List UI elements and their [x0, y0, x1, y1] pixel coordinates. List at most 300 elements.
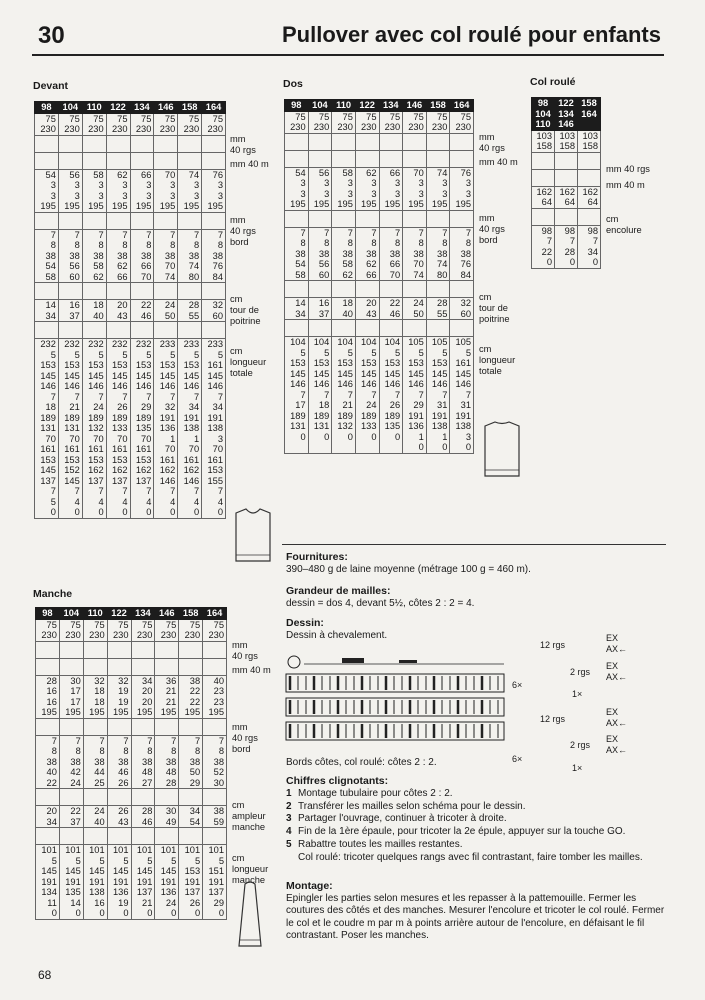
table-row	[35, 322, 226, 339]
repeat-note: EX	[606, 661, 619, 671]
size-label: 110	[82, 102, 106, 114]
table-cell: 30 17 17 195	[59, 675, 83, 718]
table-cell: 104 5 153 145 146 7 17 189 131 0	[285, 337, 309, 454]
size-label: 98	[285, 100, 309, 112]
table-cell	[578, 152, 601, 169]
table-cell: 7 8 38 58 62	[82, 229, 106, 283]
measure-label: mm 40 rgs	[479, 132, 505, 153]
table-row	[36, 641, 227, 658]
table-cell: 233 5 153 145 146 7 34 191 138 1 70 161 162 146 7 4 0	[178, 339, 202, 519]
table-cell: 54 3 3 195	[35, 169, 59, 212]
size-label: 158	[179, 608, 203, 620]
table-cell: 75 230	[83, 619, 107, 641]
size-label: 134	[558, 108, 574, 119]
table-cell: 162 64	[578, 186, 601, 208]
table-cell	[83, 658, 107, 675]
table-cell: 105 5 161 145 146 7 31 191 138 3 0	[450, 337, 474, 454]
table-cell: 34 20 20 195	[131, 675, 155, 718]
table-cell	[35, 322, 59, 339]
repeat-note: AX←	[606, 718, 628, 728]
table-cell: 76 3 3 195	[202, 169, 226, 212]
table-cell	[285, 210, 309, 227]
table-cell: 20 43	[106, 300, 130, 322]
size-label: 146	[154, 102, 178, 114]
table-cell: 7 8 38 62 66	[106, 229, 130, 283]
table-cell	[379, 320, 403, 337]
instruction-number	[286, 852, 298, 865]
measure-label: mm 40 rgs bord	[479, 213, 505, 245]
table-cell	[35, 283, 59, 300]
instruction-text: Transférer les mailles selon schéma pour le dessin.	[298, 800, 526, 812]
table-cell: 14 34	[35, 300, 59, 322]
table-cell: 7 8 38 44 25	[83, 735, 107, 789]
table-cell	[83, 828, 107, 845]
table-cell	[107, 828, 131, 845]
table-cell	[426, 320, 450, 337]
table-cell: 75 230	[131, 619, 155, 641]
table-row	[285, 281, 474, 298]
table-cell: 105 5 153 145 146 7 31 191 138 1 0	[426, 337, 450, 454]
size-label: 122	[558, 98, 574, 108]
mailles-text: dessin = dos 4, devant 5½, côtes 2 : 2 = 4.	[286, 597, 475, 609]
table-cell: 56 3 3 195	[308, 167, 332, 210]
table-cell	[578, 169, 601, 186]
table-cell	[130, 212, 154, 229]
size-label: 146	[558, 119, 574, 129]
table-cell	[532, 169, 555, 186]
table-cell: 75 230	[379, 111, 403, 133]
table-cell: 75 230	[59, 619, 83, 641]
table-row	[285, 298, 474, 320]
dessin-heading: Dessin:	[286, 617, 324, 629]
table-cell: 98 7 22 0	[532, 225, 555, 268]
table-cell	[450, 281, 474, 298]
table-cell	[203, 828, 227, 845]
table-cell	[426, 150, 450, 167]
montage-heading: Montage:	[286, 880, 333, 892]
table-cell: 20 43	[355, 298, 379, 320]
table-cell	[35, 212, 59, 229]
table-cell: 66 3 3 195	[379, 167, 403, 210]
table-cell	[154, 135, 178, 152]
size-label: 158	[178, 102, 202, 114]
dessin-text: Dessin à chevalement.	[286, 629, 388, 641]
table-cell	[308, 281, 332, 298]
table-cell: 7 8 38 48 28	[155, 735, 179, 789]
table-cell	[59, 641, 83, 658]
measure-label: mm 40 rgs	[230, 134, 256, 155]
table-cell	[82, 283, 106, 300]
table-cell	[107, 658, 131, 675]
size-label: 104	[58, 102, 82, 114]
size-label: 98	[36, 608, 60, 620]
table-cell	[179, 641, 203, 658]
table-cell	[59, 789, 83, 806]
table-row	[35, 135, 226, 152]
table-cell: 7 8 38 56 60	[58, 229, 82, 283]
table-cell	[355, 281, 379, 298]
table-cell: 101 5 145 191 138 16 0	[83, 845, 107, 920]
table-cell	[58, 322, 82, 339]
table-cell: 74 3 3 195	[426, 167, 450, 210]
measure-label: cm encolure	[606, 214, 642, 235]
table-cell	[178, 322, 202, 339]
table-cell	[155, 641, 179, 658]
table-cell: 7 8 38 62 66	[355, 227, 379, 281]
table-cell: 24 40	[83, 806, 107, 828]
section-manche: Manche	[33, 588, 73, 600]
size-label: 134	[131, 608, 155, 620]
table-cell	[403, 281, 427, 298]
repeat-note: 12 rgs	[540, 640, 566, 650]
table-cell: 16 37	[58, 300, 82, 322]
table-row	[285, 320, 474, 337]
table-cell: 56 3 3 195	[58, 169, 82, 212]
table-cell	[532, 208, 555, 225]
size-header-row	[532, 98, 601, 131]
table-cell: 32 60	[450, 298, 474, 320]
table-row	[35, 169, 226, 212]
table-row	[532, 225, 601, 268]
table-cell	[154, 152, 178, 169]
table-cell	[355, 133, 379, 150]
size-label: 146	[403, 100, 427, 112]
table-row	[285, 111, 474, 133]
table-cell	[203, 718, 227, 735]
table-cell	[285, 320, 309, 337]
table-cell	[179, 828, 203, 845]
table-row	[35, 300, 226, 322]
table-cell: 58 3 3 195	[332, 167, 356, 210]
table-cell: 101 5 145 191 136 24 0	[155, 845, 179, 920]
table-cell	[131, 718, 155, 735]
repeat-note: AX←	[606, 672, 628, 682]
table-cell	[285, 133, 309, 150]
table-cell	[130, 152, 154, 169]
table-cell: 75 230	[58, 113, 82, 135]
table-cell	[106, 212, 130, 229]
table-cell: 98 7 34 0	[578, 225, 601, 268]
montage-text: Epingler les parties selon mesures et les repasser à la pattemouille. Fermer les coutures des côtés et des manches. Mesurer l'encolure et tricoter le col roulé. Fermer le col et le coudre m par m à points arrière autour de l'encolure, en défaisant le fil contrastant. Poser les manches.	[286, 892, 665, 941]
instruction-item	[286, 839, 666, 852]
table-cell: 75 230	[332, 111, 356, 133]
table-cell	[379, 133, 403, 150]
repeat-note: 12 rgs	[540, 714, 566, 724]
chiffres-block	[286, 775, 666, 865]
table-cell: 104 5 153 145 146 7 24 189 133 0	[355, 337, 379, 454]
table-cell	[450, 150, 474, 167]
dessin-caption: Bords côtes, col roulé: côtes 2 : 2.	[286, 757, 437, 768]
table-cell	[154, 322, 178, 339]
table-cell	[379, 210, 403, 227]
table-cell	[202, 152, 226, 169]
repeat-note: EX	[606, 633, 619, 643]
table-cell	[155, 718, 179, 735]
table-cell	[379, 281, 403, 298]
table-row	[35, 339, 226, 519]
table-cell: 101 5 145 191 135 14 0	[59, 845, 83, 920]
table-cell	[107, 718, 131, 735]
table-cell	[202, 135, 226, 152]
front-schematic-icon	[232, 505, 274, 565]
size-label: 122	[106, 102, 130, 114]
table-cell	[555, 152, 578, 169]
table-cell	[450, 320, 474, 337]
instruction-item	[286, 788, 666, 801]
table-cell	[203, 641, 227, 658]
table-cell: 26 43	[107, 806, 131, 828]
table-cell: 101 5 145 191 134 11 0	[36, 845, 60, 920]
table-cell	[59, 718, 83, 735]
mailles-heading: Grandeur de mailles:	[286, 585, 391, 597]
measure-label: cm tour de poitrine	[479, 292, 510, 324]
table-cell: 75 230	[106, 113, 130, 135]
page-footer-number: 68	[38, 968, 52, 982]
table-cell: 232 5 153 145 146 7 24 189 132 70 161 153 162 137 7 4 0	[82, 339, 106, 519]
table-cell	[58, 135, 82, 152]
table-cell: 101 5 145 191 136 19 0	[107, 845, 131, 920]
table-cell: 75 230	[107, 619, 131, 641]
size-label: 164	[581, 108, 597, 119]
table-row	[36, 675, 227, 718]
size-header-row	[35, 102, 226, 114]
table-cell: 232 5 153 145 146 7 26 189 133 70 161 153 162 137 7 4 0	[106, 339, 130, 519]
montage-block	[286, 880, 666, 943]
repeat-note: 1×	[572, 689, 583, 699]
table-cell	[332, 281, 356, 298]
table-cell	[355, 150, 379, 167]
table-cell: 162 64	[555, 186, 578, 208]
table-cell: 40 23 23 195	[203, 675, 227, 718]
table-cell: 28 55	[178, 300, 202, 322]
table-cell	[179, 718, 203, 735]
size-label: 98	[35, 102, 59, 114]
size-label: 110	[535, 119, 551, 129]
table-cell	[59, 828, 83, 845]
table-cell	[308, 133, 332, 150]
repeat-note: AX←	[606, 644, 628, 654]
size-label: 104	[535, 108, 551, 119]
table-row	[532, 169, 601, 186]
table-cell: 30 49	[155, 806, 179, 828]
repeat-note: 6×	[512, 754, 523, 764]
measure-label: cm tour de poitrine	[230, 294, 261, 326]
table-cell: 7 8 38 48 27	[131, 735, 155, 789]
table-cell	[36, 718, 60, 735]
size-label: 158	[426, 100, 450, 112]
table-cell	[355, 210, 379, 227]
table-cell	[202, 283, 226, 300]
section-dos: Dos	[283, 78, 303, 90]
table-cell: 104 5 153 145 146 7 26 189 135 0	[379, 337, 403, 454]
table-cell	[308, 210, 332, 227]
instruction-item	[286, 813, 666, 826]
size-label: 164	[203, 608, 227, 620]
table-cell: 75 230	[178, 113, 202, 135]
table-cell	[36, 658, 60, 675]
table-cell: 104 5 153 145 146 7 18 189 131 0	[308, 337, 332, 454]
table-cell: 22 46	[379, 298, 403, 320]
table-cell: 36 21 21 195	[155, 675, 179, 718]
table-manche	[35, 607, 227, 920]
measure-label: cm longueur totale	[479, 344, 516, 376]
instruction-number: 5	[286, 838, 292, 850]
section-divider	[282, 544, 666, 545]
instruction-text: Fin de la 1ère épaule, pour tricoter la 2e épule, appuyer sur la touche GO.	[298, 826, 626, 838]
table-cell: 74 3 3 195	[178, 169, 202, 212]
table-cell	[82, 135, 106, 152]
table-col	[531, 97, 601, 269]
table-cell	[532, 152, 555, 169]
table-cell: 75 230	[403, 111, 427, 133]
measure-label: cm longueur totale	[230, 346, 267, 378]
table-cell: 75 230	[36, 619, 60, 641]
table-cell	[403, 320, 427, 337]
size-label: 104	[59, 608, 83, 620]
mailles-block	[286, 585, 666, 610]
size-label: 110	[332, 100, 356, 112]
table-cell: 162 64	[532, 186, 555, 208]
fournitures-text: 390–480 g de laine moyenne (métrage 100 g = 460 m).	[286, 563, 531, 575]
instruction-text: Partager l'ouvrage, continuer à tricoter à droite.	[298, 813, 507, 825]
table-cell: 7 8 38 50 29	[179, 735, 203, 789]
instruction-item	[286, 801, 666, 814]
table-row	[36, 828, 227, 845]
table-cell	[426, 281, 450, 298]
table-dos	[284, 99, 474, 454]
table-cell	[36, 828, 60, 845]
table-row	[532, 208, 601, 225]
table-cell: 24 50	[403, 298, 427, 320]
table-cell	[106, 283, 130, 300]
table-cell: 75 230	[308, 111, 332, 133]
table-row	[36, 806, 227, 828]
table-cell	[36, 641, 60, 658]
size-label: 164	[202, 102, 226, 114]
table-cell: 98 7 28 0	[555, 225, 578, 268]
table-cell	[426, 133, 450, 150]
size-label: 134	[130, 102, 154, 114]
table-cell	[203, 658, 227, 675]
table-row	[35, 212, 226, 229]
fournitures-block	[286, 551, 666, 576]
stitch-chart-diagram	[284, 650, 514, 755]
table-cell	[450, 133, 474, 150]
table-cell: 22 46	[130, 300, 154, 322]
table-cell: 70 3 3 195	[154, 169, 178, 212]
table-cell: 32 60	[202, 300, 226, 322]
table-cell	[578, 208, 601, 225]
fournitures-heading: Fournitures:	[286, 551, 348, 563]
table-cell: 103 158	[555, 130, 578, 152]
table-cell: 232 5 153 145 146 7 18 189 131 70 161 153 145 137 7 5 0	[35, 339, 59, 519]
table-cell	[154, 283, 178, 300]
table-cell: 75 230	[355, 111, 379, 133]
table-cell	[130, 283, 154, 300]
table-cell	[82, 322, 106, 339]
table-cell: 70 3 3 195	[403, 167, 427, 210]
measure-label: mm 40 rgs	[606, 164, 650, 174]
section-devant: Devant	[33, 80, 69, 92]
table-row	[36, 619, 227, 641]
table-cell	[379, 150, 403, 167]
instruction-text: Rabattre toutes les mailles restantes.	[298, 838, 463, 850]
instruction-text: Col roulé: tricoter quelques rangs avec fil contrastant, faire tomber les mailles.	[298, 851, 643, 863]
table-row	[36, 658, 227, 675]
table-cell: 22 37	[59, 806, 83, 828]
table-cell	[35, 135, 59, 152]
size-label: 122	[107, 608, 131, 620]
table-cell: 75 230	[130, 113, 154, 135]
table-cell	[202, 212, 226, 229]
page-number: 30	[38, 22, 65, 49]
table-cell	[83, 718, 107, 735]
size-label: 134	[379, 100, 403, 112]
table-cell: 76 3 3 195	[450, 167, 474, 210]
measure-label: mm 40 rgs bord	[230, 215, 256, 247]
table-cell: 58 3 3 195	[82, 169, 106, 212]
table-cell	[83, 789, 107, 806]
table-cell: 7 8 38 76 84	[202, 229, 226, 283]
table-cell: 75 230	[82, 113, 106, 135]
table-cell	[83, 641, 107, 658]
table-row	[35, 113, 226, 135]
measure-label: cm ampleur manche	[232, 800, 266, 832]
table-cell	[107, 789, 131, 806]
table-cell: 75 230	[35, 113, 59, 135]
table-cell	[107, 641, 131, 658]
size-label: 164	[450, 100, 474, 112]
repeat-note: EX	[606, 707, 619, 717]
table-cell	[178, 212, 202, 229]
table-cell	[178, 135, 202, 152]
size-label: 122	[355, 100, 379, 112]
table-cell	[155, 789, 179, 806]
table-cell	[355, 320, 379, 337]
repeat-note: 2 rgs	[570, 740, 591, 750]
table-cell	[308, 150, 332, 167]
table-cell: 7 8 38 70 74	[154, 229, 178, 283]
table-cell: 38 22 22 195	[179, 675, 203, 718]
table-cell	[131, 641, 155, 658]
page-title: Pullover avec col roulé pour enfants	[282, 22, 661, 47]
table-cell: 233 5 153 145 146 7 32 191 136 1 70 161 162 146 7 4 0	[154, 339, 178, 519]
table-cell	[426, 210, 450, 227]
table-cell	[450, 210, 474, 227]
table-cell: 32 18 18 195	[83, 675, 107, 718]
table-cell: 101 5 153 191 137 26 0	[179, 845, 203, 920]
table-cell	[308, 320, 332, 337]
table-cell: 101 5 145 191 137 21 0	[131, 845, 155, 920]
table-cell	[203, 789, 227, 806]
size-header-row	[285, 100, 474, 112]
table-cell	[178, 283, 202, 300]
table-cell: 24 50	[154, 300, 178, 322]
table-cell: 103 158	[578, 130, 601, 152]
measure-label: mm 40 rgs bord	[232, 722, 258, 754]
table-cell: 16 37	[308, 298, 332, 320]
table-cell: 232 5 153 145 146 7 21 189 131 70 161 153 152 145 7 4 0	[58, 339, 82, 519]
instruction-number: 3	[286, 813, 292, 825]
table-row	[285, 167, 474, 210]
table-cell	[178, 152, 202, 169]
size-label: 146	[155, 608, 179, 620]
table-cell	[130, 135, 154, 152]
table-cell	[403, 150, 427, 167]
table-cell: 7 8 38 70 74	[403, 227, 427, 281]
measure-label: mm 40 m	[479, 157, 518, 167]
table-cell: 104 5 153 145 146 7 21 189 132 0	[332, 337, 356, 454]
